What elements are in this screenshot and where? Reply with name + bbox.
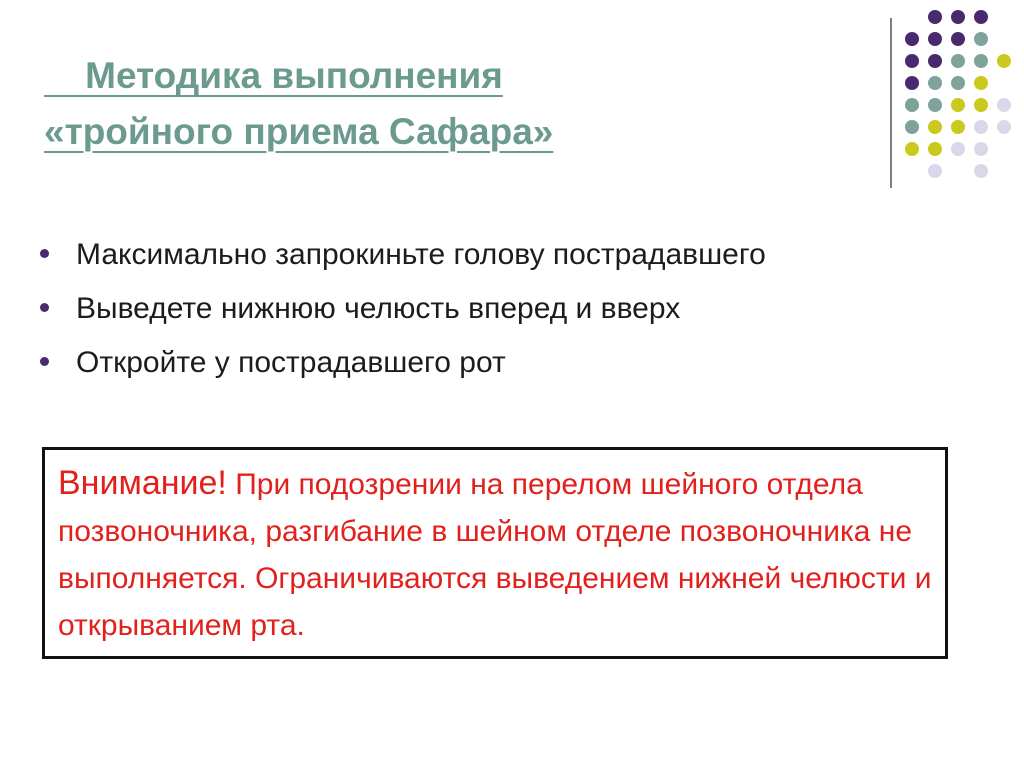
decorative-dot	[928, 32, 942, 46]
decorative-dot	[928, 54, 942, 68]
bullet-item	[40, 282, 766, 336]
decorative-dot	[951, 142, 965, 156]
decorative-dot-grid	[0, 0, 1024, 200]
warning-heading: Внимание!	[58, 464, 227, 502]
decorative-dot	[951, 98, 965, 112]
decorative-dot	[905, 32, 919, 46]
bullet-list	[40, 228, 766, 390]
decorative-dot	[905, 98, 919, 112]
decorative-dot	[974, 32, 988, 46]
decorative-dot	[974, 10, 988, 24]
decorative-dot	[951, 120, 965, 134]
decorative-dot	[928, 10, 942, 24]
bullet-item	[40, 336, 766, 390]
decorative-dot	[951, 54, 965, 68]
bullet-text: Выведете нижнюю челюсть вперед и вверх	[76, 292, 681, 325]
decorative-dot	[974, 164, 988, 178]
decorative-dot	[951, 10, 965, 24]
decorative-dot	[905, 120, 919, 134]
decorative-dot	[974, 76, 988, 90]
decorative-dot	[951, 32, 965, 46]
bullet-item	[40, 228, 766, 282]
decorative-dot	[997, 120, 1011, 134]
decorative-dot	[997, 54, 1011, 68]
bullet-dot-icon	[40, 357, 49, 366]
bullet-text: Максимально запрокиньте голову пострадавшего	[76, 238, 766, 271]
decorative-dot	[997, 98, 1011, 112]
decorative-dot	[928, 120, 942, 134]
bullet-dot-icon	[40, 303, 49, 312]
decorative-dot	[951, 76, 965, 90]
decorative-dot	[974, 54, 988, 68]
decorative-dot	[974, 120, 988, 134]
decorative-dot	[905, 54, 919, 68]
decorative-dot	[928, 164, 942, 178]
title-line-2: «тройного приема Сафара»	[44, 111, 554, 152]
decorative-dot	[905, 142, 919, 156]
bullet-text: Откройте у пострадавшего рот	[76, 346, 506, 379]
decorative-dot	[974, 142, 988, 156]
decorative-dot	[928, 76, 942, 90]
warning-text: При подозрении на перелом шейного отдела позвоночника, разгибание в шейном отделе позвоночника не выполняется. Ограничиваются выведением нижней челюсти и открыванием рта.	[58, 468, 932, 642]
title-line-1: Методика выполнения	[44, 55, 503, 96]
bullet-dot-icon	[40, 249, 49, 258]
decorative-dot	[905, 76, 919, 90]
decorative-dot	[928, 142, 942, 156]
decorative-dot	[974, 98, 988, 112]
warning-box	[42, 447, 948, 659]
decorative-dot	[928, 98, 942, 112]
